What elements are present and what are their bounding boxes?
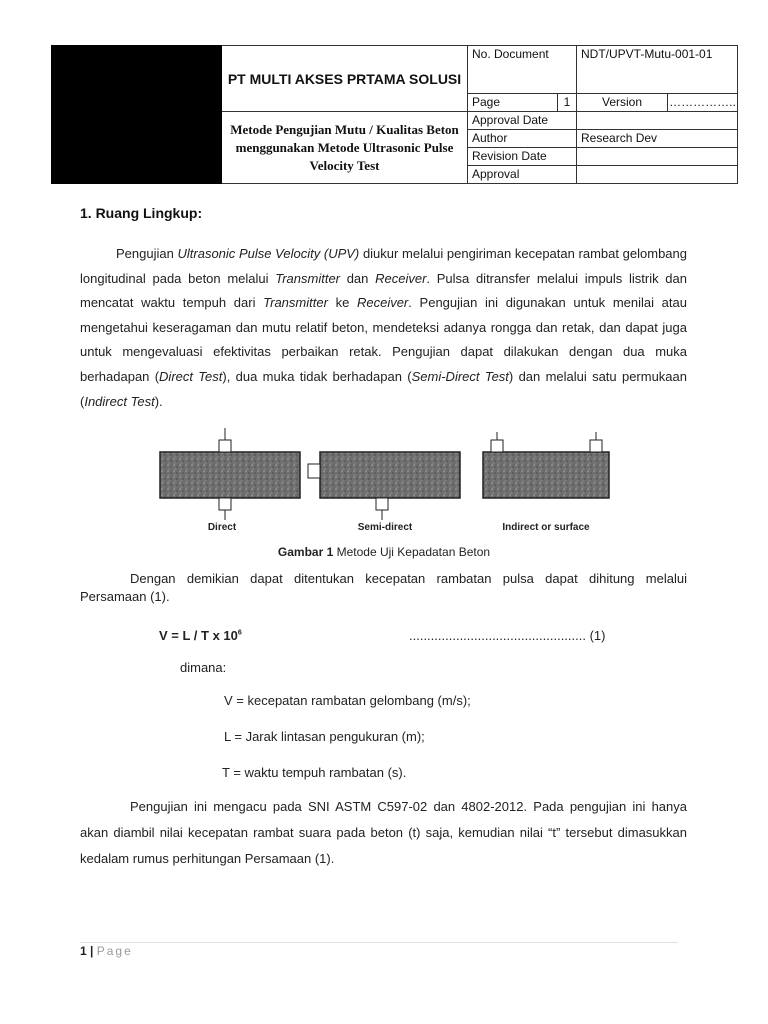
footer-divider	[80, 942, 678, 943]
revision-date-value	[577, 148, 738, 166]
page-label: Page	[468, 94, 558, 112]
version-label: Version	[577, 94, 668, 111]
label-direct: Direct	[207, 522, 237, 533]
approval-date-value	[577, 112, 738, 130]
approval-value	[577, 166, 738, 184]
paragraph-intro: Pengujian Ultrasonic Pulse Velocity (UPV) diukur melalui pengiriman kecepatan rambat gelombang longitudinal pada beton melalui Transmitter dan Receiver. Pulsa ditransfer melalui impuls listrik dan mencatat waktu tempuh dari Transmitter ke Receiver. Pengujian ini digunakan untuk menilai atau mengetahui keseragaman dan mutu relatif beton, mendeteksi adanya rongga dan retak, dan dapat juga untuk mengevaluasi efektivitas perbaikan retak. Pengujian dapat dilakukan dengan dua muka berhadapan (Direct Test), dua muka tidak berhadapan (Semi-Direct Test) dan melalui satu permukaan (Indirect Test).	[80, 246, 687, 409]
equation-number: ................................................. (1)	[409, 628, 606, 643]
no-document-value: NDT/UPVT-Mutu-001-01	[577, 46, 738, 94]
semi-direct-test-diagram	[308, 452, 460, 520]
where-label: dimana:	[180, 660, 227, 675]
method-title: Metode Pengujian Mutu / Kualitas Beton menggunakan Metode Ultrasonic Pulse Velocity Test	[222, 112, 468, 184]
velocity-formula: V = L / T x $10^6$	[159, 628, 242, 643]
label-semi-direct: Semi-direct	[357, 522, 413, 533]
approval-date-label: Approval Date	[468, 112, 577, 130]
indirect-test-diagram	[483, 432, 609, 498]
direct-test-diagram	[160, 428, 300, 520]
approval-label: Approval	[468, 166, 577, 184]
label-indirect: Indirect or surface	[502, 522, 590, 533]
version-value: ……………..	[669, 95, 736, 109]
section-heading: 1. Ruang Lingkup:	[80, 205, 203, 221]
definition-l: L = Jarak lintasan pengukuran (m);	[224, 729, 425, 744]
definition-v: V = kecepatan rambatan gelombang (m/s);	[224, 693, 471, 708]
page-value: 1	[558, 94, 577, 112]
company-logo-block	[52, 46, 222, 184]
author-label: Author	[468, 130, 577, 148]
author-value: Research Dev	[577, 130, 738, 148]
paragraph-reference: Pengujian ini mengacu pada SNI ASTM C597-02 dan 4802-2012. Pada pengujian ini hanya akan diambil nilai kecepatan rambat suara pada beton (t) saja, kemudian nilai “t” tersebut dimasukkan kedalam rumus perhitungan Persamaan (1).	[80, 799, 687, 866]
upv-method-figure	[155, 428, 615, 538]
definition-t: T = waktu tempuh rambatan (s).	[222, 765, 407, 780]
company-name: PT MULTI AKSES PRTAMA SOLUSI	[222, 46, 468, 112]
paragraph-equation-intro: Dengan demikian dapat ditentukan kecepatan rambatan pulsa dapat dihitung melalui Persamaan (1).	[80, 571, 687, 604]
figure-caption: Gambar 1 Metode Uji Kepadatan Beton	[277, 545, 491, 559]
page-footer: 1 | Page	[80, 944, 133, 958]
document-header-table	[51, 45, 738, 184]
revision-date-label: Revision Date	[468, 148, 577, 166]
no-document-label: No. Document	[468, 46, 577, 94]
